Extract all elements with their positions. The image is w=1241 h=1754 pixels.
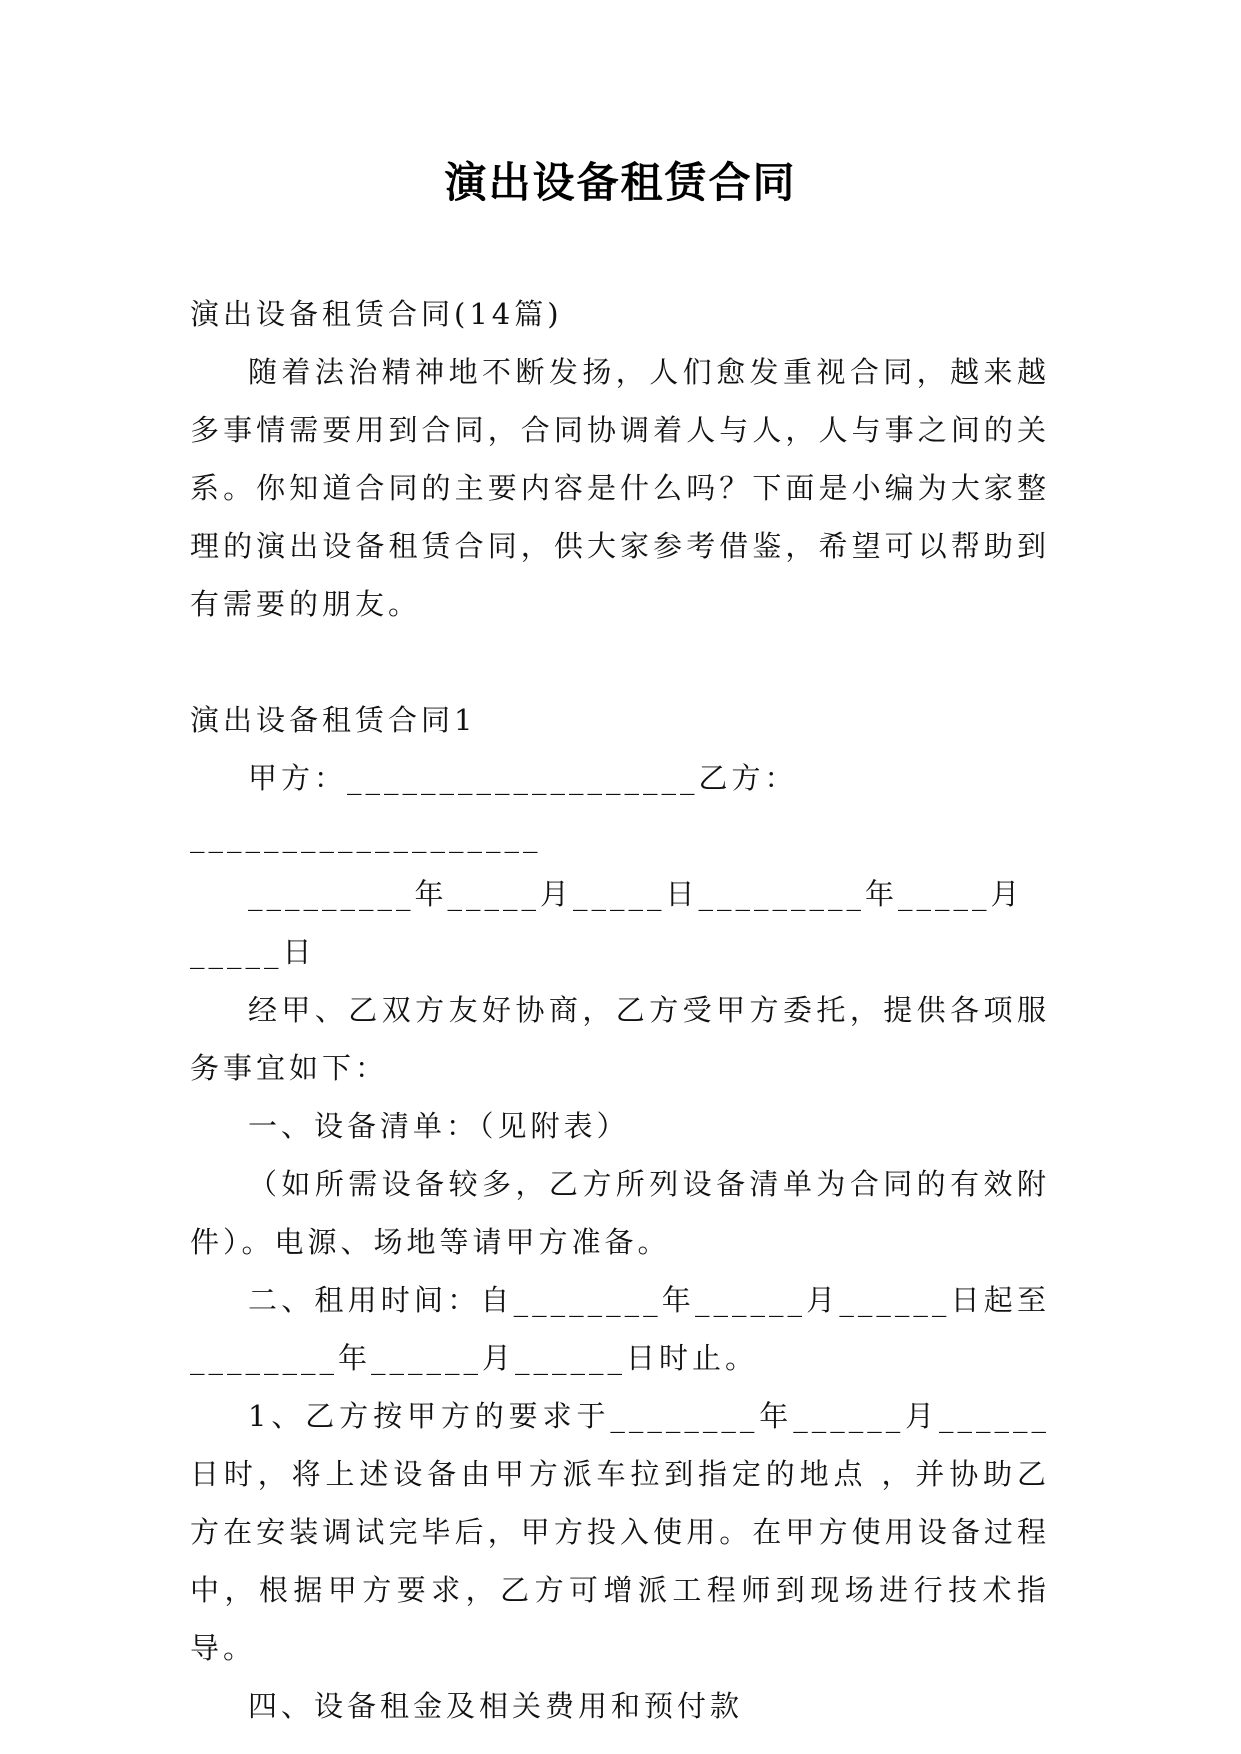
document-title: 演出设备租赁合同 (444, 158, 797, 207)
clause-delivery: 1、乙方按甲方的要求于________年______月______日时，将上述设备由甲方派车拉到指定的地点 ，并协助乙方在安装调试完毕后，甲方投入使用。在甲方使用设备过程中，根据甲方要求，乙方可增派工程师到现场进行技术指导。 (190, 1399, 1050, 1665)
agreement-paragraph: 经甲、乙双方友好协商，乙方受甲方委托，提供各项服务事宜如下： (190, 993, 1050, 1085)
parties-line: 甲方：___________________乙方：___________________ (190, 761, 798, 853)
clause-rental-period: 二、租用时间：自________年______月______日起至________年______月______日时止。 (190, 1283, 1050, 1375)
document-subtitle: 演出设备租赁合同(14篇) (190, 297, 563, 331)
section-heading: 演出设备租赁合同1 (190, 703, 477, 737)
paragraph-spacer (190, 633, 1050, 691)
document-body (190, 285, 1050, 1735)
intro-paragraph: 随着法治精神地不断发扬，人们愈发重视合同，越来越多事情需要用到合同，合同协调着人与人，人与事之间的关系。你知道合同的主要内容是什么吗？下面是小编为大家整理的演出设备租赁合同，供大家参考借鉴，希望可以帮助到有需要的朋友。 (190, 355, 1050, 621)
clause-rent-fees: 四、设备租金及相关费用和预付款 (248, 1689, 744, 1723)
clause-equipment-list: 一、设备清单：（见附表） (248, 1109, 630, 1143)
dates-line: _________年_____月_____日_________年_____月_____日 (190, 877, 1024, 969)
clause-equipment-note: （如所需设备较多，乙方所列设备清单为合同的有效附件）。电源、场地等请甲方准备。 (190, 1167, 1050, 1259)
